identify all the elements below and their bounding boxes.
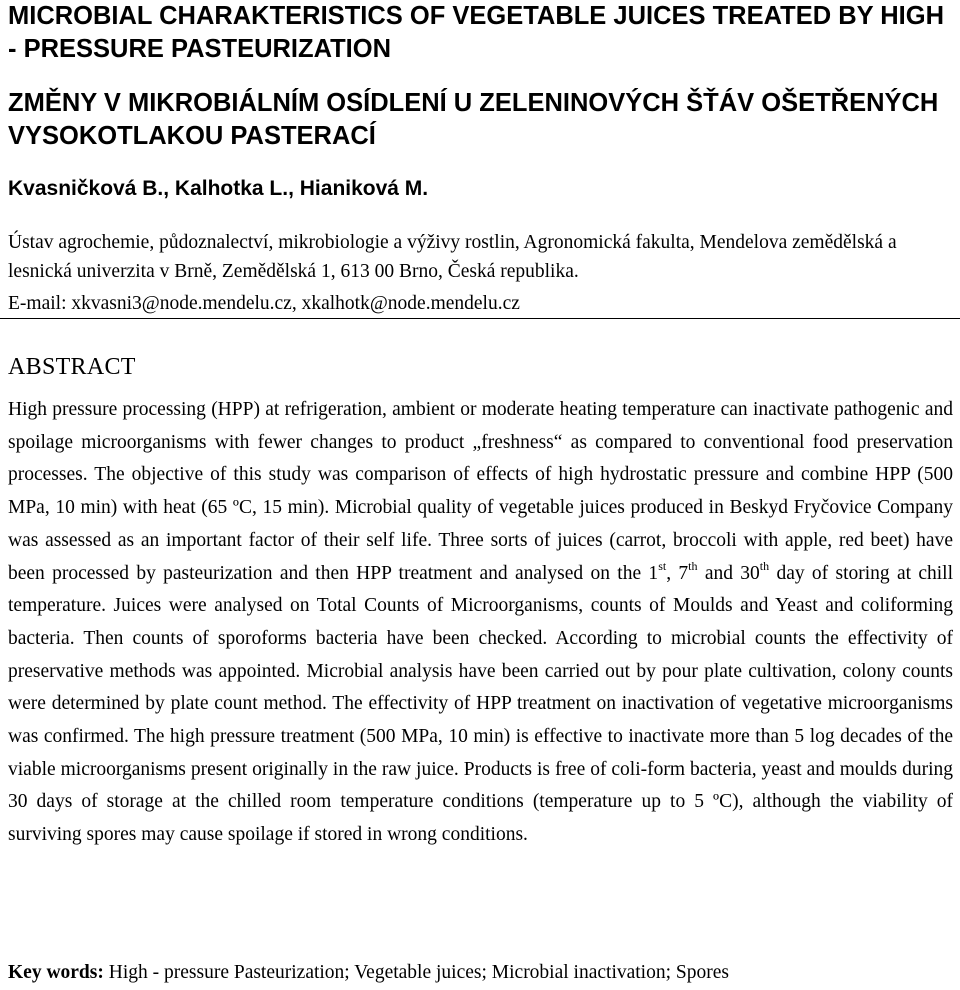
paper-title: MICROBIAL CHARAKTERISTICS OF VEGETABLE JUICES TREATED BY HIGH - PRESSURE PASTEURIZATION (8, 2, 945, 63)
contact-email: E-mail: xkvasni3@node.mendelu.cz, xkalhotk@node.mendelu.cz (8, 293, 520, 314)
paper-subtitle-czech: ZMĚNY V MIKROBIÁLNÍM OSÍDLENÍ U ZELENINOVÝCH ŠŤÁV OŠETŘENÝCH VYSOKOTLAKOU PASTERACÍ (8, 89, 939, 150)
keywords-label: Key words: (8, 962, 104, 983)
abstract-text-part4: day of storing at chill temperature. Juices were analysed on Total Counts of Microorganisms, counts of Moulds and Yeast and coliforming bacteria. Then counts of sporoforms bacteria have been checked. According to microbial counts the effectivity of preservative methods was appointed. Microbial analysis have been carried out by pour plate cultivation, colony counts were determined by plate count method. The effectivity of HPP treatment on inactivation of vegetative microorganisms was confirmed. The high pressure treatment (500 MPa, 10 min) is effective to inactivate more than 5 log decades of the viable microorganisms present originally in the raw juice. Products is free of coli-form bacteria, yeast and moulds during 30 days of storage at the chilled room temperature conditions (temperature up to 5 ºC), although the viability of surviving spores may cause spoilage if stored in wrong conditions. (8, 562, 954, 846)
superscript-st: st (658, 559, 667, 574)
keywords (8, 958, 956, 988)
abstract-text-part2: , 7 (666, 562, 689, 584)
keywords-text: High - pressure Pasteurization; Vegetable juices; Microbial inactivation; Spores (103, 962, 729, 983)
header-divider (0, 318, 960, 319)
superscript-th-first: th (688, 559, 698, 574)
abstract-body (8, 394, 953, 852)
author-list: Kvasničková B., Kalhotka L., Hianiková M. (8, 177, 429, 200)
abstract-text-part1: High pressure processing (HPP) at refrigeration, ambient or moderate heating temperature can inactivate pathogenic and spoilage microorganisms with fewer changes to product „freshness“ as compared to conventional food preservation processes. The objective of this study was comparison of effects of high hydrostatic pressure and combine HPP (500 MPa, 10 min) with heat (65 ºC, 15 min). Microbial quality of vegetable juices produced in Beskyd Fryčovice Company was assessed as an important factor of their self life. Three sorts of juices (carrot, broccoli with apple, red beet) have been processed by pasteurization and then HPP treatment and analysed on the 1 (8, 399, 953, 584)
abstract-heading: ABSTRACT (8, 354, 136, 380)
abstract-text-part3: and 30 (697, 562, 760, 584)
author-affiliation: Ústav agrochemie, půdoznalectví, mikrobiologie a výživy rostlin, Agronomická fakulta, Mendelova zemědělská a lesnická univerzita v Brně, Zemědělská 1, 613 00 Brno, Česká republika. (8, 232, 897, 282)
superscript-th-second: th (759, 559, 770, 574)
